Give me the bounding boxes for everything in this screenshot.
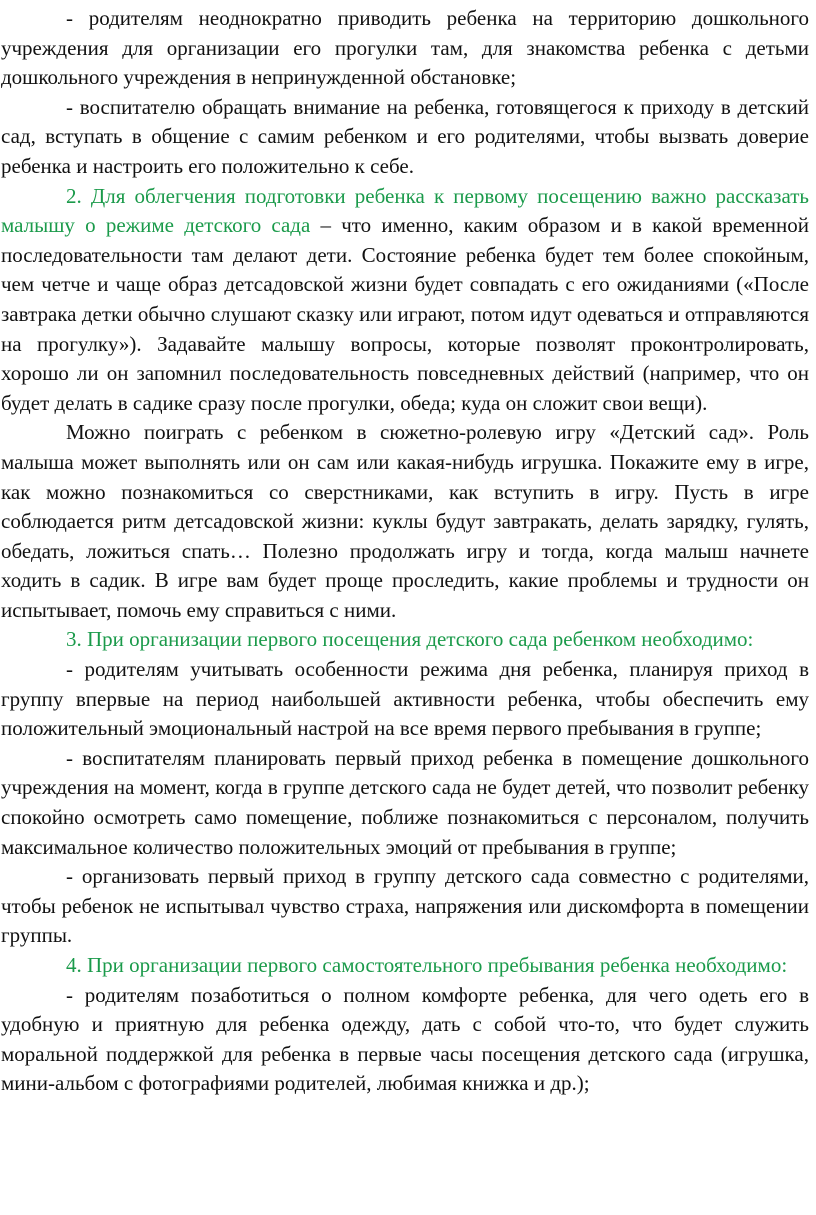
paragraph-text: – что именно, каким образом и в какой временной последовательности там делают дети. Состояние ребенка будет тем более спокойным, чем четче и чаще образ детсадовской жизни будет совпадать с его ожиданиями («После завтрака детки обычно слушают сказку или играют, потом идут одеваться и отправляются на прогулку»). Задавайте малышу вопросы, которые позволят проконтролировать, хорошо ли он запомнил последовательность повседневных действий (например, что он будет делать в садике сразу после прогулки, обеда; куда он сложит свои вещи). <box>1 213 809 415</box>
paragraph-text: - организовать первый приход в группу детского сада совместно с родителями, чтобы ребенок не испытывал чувство страха, напряжения или дискомфорта в помещении группы. <box>1 864 809 948</box>
paragraph-text: - воспитателю обращать внимание на ребенка, готовящегося к приходу в детский сад, вступать в общение с самим ребенком и его родителями, чтобы вызвать доверие ребенка и настроить его положительно к себе. <box>1 94 809 178</box>
paragraph-text: - родителям учитывать особенности режима дня ребенка, планируя приход в группу впервые на период наибольшей активности ребенка, чтобы обеспечить ему положительный эмоциональный настрой на все время первого пребывания в группе; <box>1 657 809 741</box>
section-heading-2: 2. Для облегчения подготовки ребенка к первому посещению важно рассказать малышу о режиме детского сада <box>1 183 809 238</box>
paragraph-child-comfort <box>1 981 809 1099</box>
paragraph-section-4 <box>1 951 809 981</box>
paragraph-parent-visits <box>1 4 809 93</box>
section-heading-3: 3. При организации первого посещения детского сада ребенком необходимо: <box>66 627 754 652</box>
paragraph-first-visit-together <box>1 862 809 951</box>
paragraph-text: Можно поиграть с ребенком в сюжетно-ролевую игру «Детский сад». Роль малыша может выполнять или он сам или какая-нибудь игрушка. Покажите ему в игре, как можно познакомиться со сверстниками, как вступить в игру. Пусть в игре соблюдается ритм детсадовской жизни: куклы будут завтракать, делать зарядку, гулять, обедать, ложиться спать… Полезно продолжать игру и тогда, когда малыш начнете ходить в садик. В игре вам будет проще проследить, какие проблемы и трудности он испытывает, помочь ему справиться с ними. <box>1 420 809 622</box>
paragraph-section-2 <box>1 182 809 419</box>
paragraph-role-play <box>1 418 809 625</box>
paragraph-parents-schedule <box>1 655 809 744</box>
paragraph-section-3 <box>1 625 809 655</box>
paragraph-text: - родителям позаботиться о полном комфорте ребенка, для чего одеть его в удобную и приятную для ребенка одежду, дать с собой что-то, что будет служить моральной поддержкой для ребенка в первые часы посещения детского сада (игрушка, мини-альбом с фотографиями родителей, любимая книжка и др.); <box>1 982 809 1096</box>
paragraph-teacher-attention <box>1 93 809 182</box>
paragraph-text: - родителям неоднократно приводить ребенка на территорию дошкольного учреждения для организации его прогулки там, для знакомства ребенка с детьми дошкольного учреждения в непринужденной обстановке; <box>1 6 809 90</box>
paragraph-text: - воспитателям планировать первый приход ребенка в помещение дошкольного учреждения на момент, когда в группе детского сада не будет детей, что позволит ребенку спокойно осмотреть само помещение, поближе познакомиться с персоналом, получить максимальное количество положительных эмоций от пребывания в группе; <box>1 745 809 859</box>
paragraph-teachers-planning <box>1 744 809 862</box>
section-heading-4: 4. При организации первого самостоятельного пребывания ребенка необходимо: <box>66 953 788 977</box>
